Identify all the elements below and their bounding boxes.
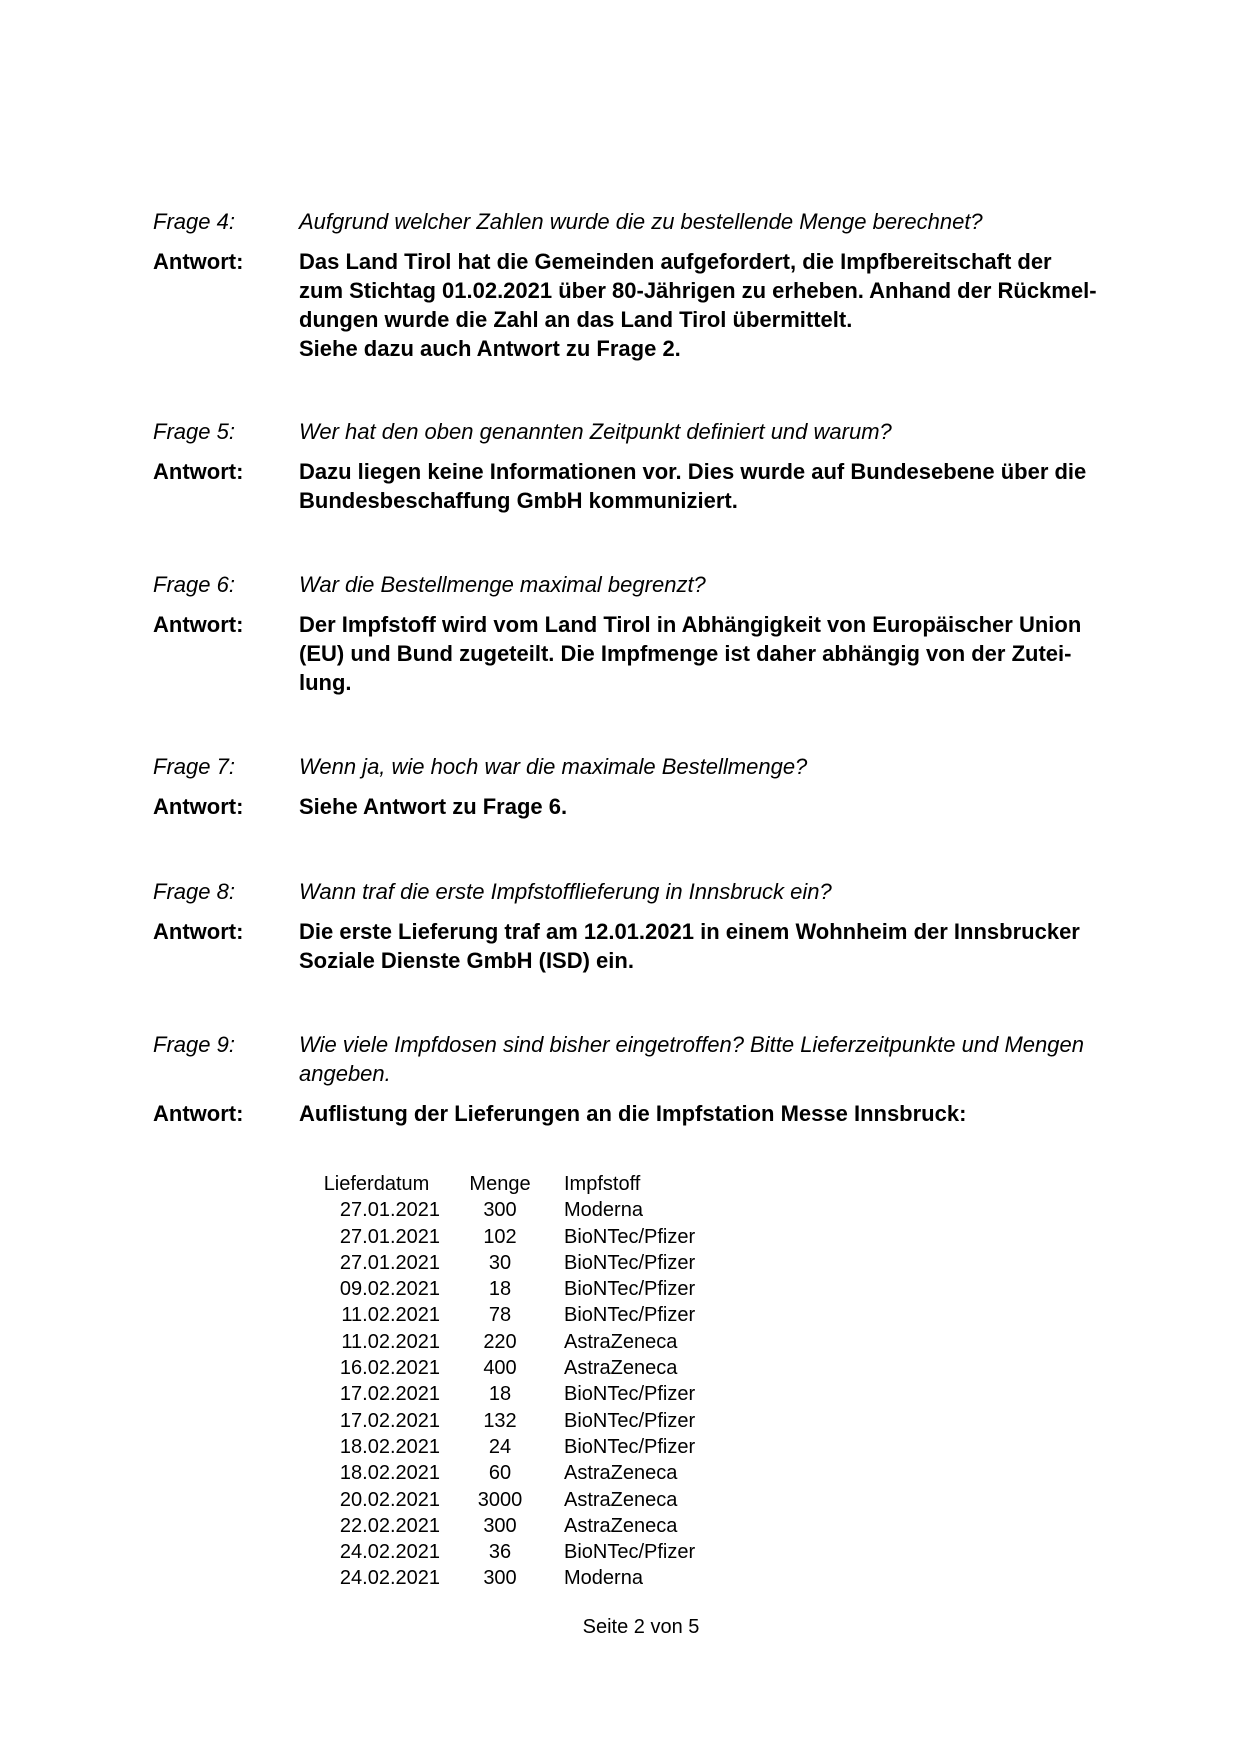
question-text: Wer hat den oben genannten Zeitpunkt definiert und warum? [299,419,892,444]
question-text: War die Bestellmenge maximal begrenzt? [299,572,706,597]
delivery-table [313,1171,764,1592]
cell-menge: 300 [483,1199,517,1222]
question-label: Frage 7: [153,754,235,779]
answer-row [153,457,1133,515]
answer-text: Auflistung der Lieferungen an die Impfstation Messe Innsbruck: [299,1101,967,1126]
qa-block-8 [153,877,1133,975]
qa-block-6 [153,570,1133,697]
cell-menge: 102 [483,1225,517,1248]
question-row [153,417,1133,446]
question-row [153,877,1133,906]
cell-menge: 3000 [477,1488,523,1511]
table-row [313,1250,764,1276]
table-row [313,1460,764,1486]
answer-label: Antwort: [153,459,244,484]
cell-lieferdatum: 24.02.2021 [339,1567,440,1590]
cell-menge: 300 [483,1567,517,1590]
question-row [153,1030,1133,1088]
answer-label: Antwort: [153,919,244,944]
cell-impfstoff: AstraZeneca [564,1488,678,1511]
cell-menge: 18 [488,1278,512,1301]
cell-impfstoff: BioNTec/Pfizer [564,1383,696,1406]
cell-impfstoff: AstraZeneca [564,1514,678,1537]
cell-impfstoff: Moderna [564,1199,643,1222]
question-text: Wenn ja, wie hoch war die maximale Bestellmenge? [299,754,808,779]
question-text: Aufgrund welcher Zahlen wurde die zu bestellende Menge berechnet? [299,209,983,234]
answer-text: Die erste Lieferung traf am 12.01.2021 in einem Wohnheim der Innsbrucker Soziale Dienste GmbH (ISD) ein. [299,919,1080,973]
cell-impfstoff: BioNTec/Pfizer [564,1251,696,1274]
header-lieferdatum: Lieferdatum [323,1173,430,1195]
question-row [153,570,1133,599]
answer-label: Antwort: [153,1101,244,1126]
cell-menge: 78 [488,1304,512,1327]
question-text: Wann traf die erste Impfstofflieferung in Innsbruck ein? [299,879,832,904]
answer-label: Antwort: [153,794,244,819]
table-row [313,1434,764,1460]
answer-row [153,917,1133,975]
table-row [313,1565,764,1591]
answer-label: Antwort: [153,249,244,274]
answer-row [153,792,1133,821]
answer-row [153,610,1133,697]
table-row [313,1487,764,1513]
cell-menge: 400 [483,1357,517,1380]
table-row [313,1329,764,1355]
header-menge: Menge [469,1173,531,1195]
cell-lieferdatum: 24.02.2021 [339,1541,440,1564]
cell-lieferdatum: 17.02.2021 [339,1409,440,1432]
question-label: Frage 4: [153,209,235,234]
table-row [313,1408,764,1434]
answer-text: Siehe Antwort zu Frage 6. [299,794,568,819]
table-header-row [313,1171,764,1197]
cell-impfstoff: AstraZeneca [564,1357,678,1380]
table-row [313,1381,764,1407]
cell-lieferdatum: 27.01.2021 [339,1225,440,1248]
cell-impfstoff: Moderna [564,1567,643,1590]
table-row [313,1224,764,1250]
answer-text: Das Land Tirol hat die Gemeinden aufgefordert, die Impfbereitschaft der zum Stichtag 01.02.2021 über 80-Jährigen zu erheben. Anhand der Rückmel- dungen wurde die Zahl an das Land Tirol übermittelt. Siehe dazu auch Antwort zu Frage 2. [299,249,1097,361]
cell-menge: 18 [488,1383,512,1406]
cell-impfstoff: BioNTec/Pfizer [564,1435,696,1458]
table-row [313,1513,764,1539]
page-footer: Seite 2 von 5 [582,1616,700,1638]
question-label: Frage 6: [153,572,235,597]
table-row [313,1276,764,1302]
answer-text: Dazu liegen keine Informationen vor. Dies wurde auf Bundesebene über die Bundesbeschaffung GmbH kommuniziert. [299,459,1087,513]
table-row [313,1355,764,1381]
cell-menge: 300 [483,1514,517,1537]
table-body [313,1197,764,1591]
cell-lieferdatum: 16.02.2021 [339,1357,440,1380]
table-row [313,1197,764,1223]
cell-impfstoff: BioNTec/Pfizer [564,1409,696,1432]
cell-impfstoff: BioNTec/Pfizer [564,1304,696,1327]
answer-text: Der Impfstoff wird vom Land Tirol in Abhängigkeit von Europäischer Union (EU) und Bund zugeteilt. Die Impfmenge ist daher abhängig von der Zutei- lung. [299,612,1082,695]
answer-label: Antwort: [153,612,244,637]
table-row [313,1539,764,1565]
cell-impfstoff: BioNTec/Pfizer [564,1541,696,1564]
cell-menge: 132 [483,1409,517,1432]
cell-lieferdatum: 11.02.2021 [341,1304,440,1327]
cell-impfstoff: BioNTec/Pfizer [564,1278,696,1301]
cell-lieferdatum: 27.01.2021 [339,1251,440,1274]
cell-menge: 220 [483,1330,517,1353]
cell-menge: 24 [488,1435,512,1458]
cell-impfstoff: AstraZeneca [564,1330,678,1353]
cell-menge: 30 [488,1251,512,1274]
answer-row [153,247,1133,363]
cell-lieferdatum: 27.01.2021 [339,1199,440,1222]
table-row [313,1302,764,1328]
cell-impfstoff: AstraZeneca [564,1462,678,1485]
cell-menge: 60 [488,1462,512,1485]
question-label: Frage 5: [153,419,235,444]
question-label: Frage 8: [153,879,235,904]
question-row [153,207,1133,236]
cell-lieferdatum: 20.02.2021 [339,1488,440,1511]
header-impfstoff: Impfstoff [564,1173,641,1195]
question-row [153,752,1133,781]
question-label: Frage 9: [153,1032,235,1057]
answer-row [153,1099,1133,1128]
cell-impfstoff: BioNTec/Pfizer [564,1225,696,1248]
qa-block-4 [153,207,1133,363]
cell-lieferdatum: 17.02.2021 [339,1383,440,1406]
cell-lieferdatum: 11.02.2021 [341,1330,440,1353]
cell-lieferdatum: 18.02.2021 [339,1462,440,1485]
qa-block-5 [153,417,1133,515]
cell-lieferdatum: 22.02.2021 [339,1514,440,1537]
cell-menge: 36 [488,1541,512,1564]
qa-block-7 [153,752,1133,821]
question-text: Wie viele Impfdosen sind bisher eingetroffen? Bitte Lieferzeitpunkte und Mengen angeben. [299,1032,1084,1086]
qa-block-9 [153,1030,1133,1128]
cell-lieferdatum: 09.02.2021 [339,1278,440,1301]
cell-lieferdatum: 18.02.2021 [339,1435,440,1458]
